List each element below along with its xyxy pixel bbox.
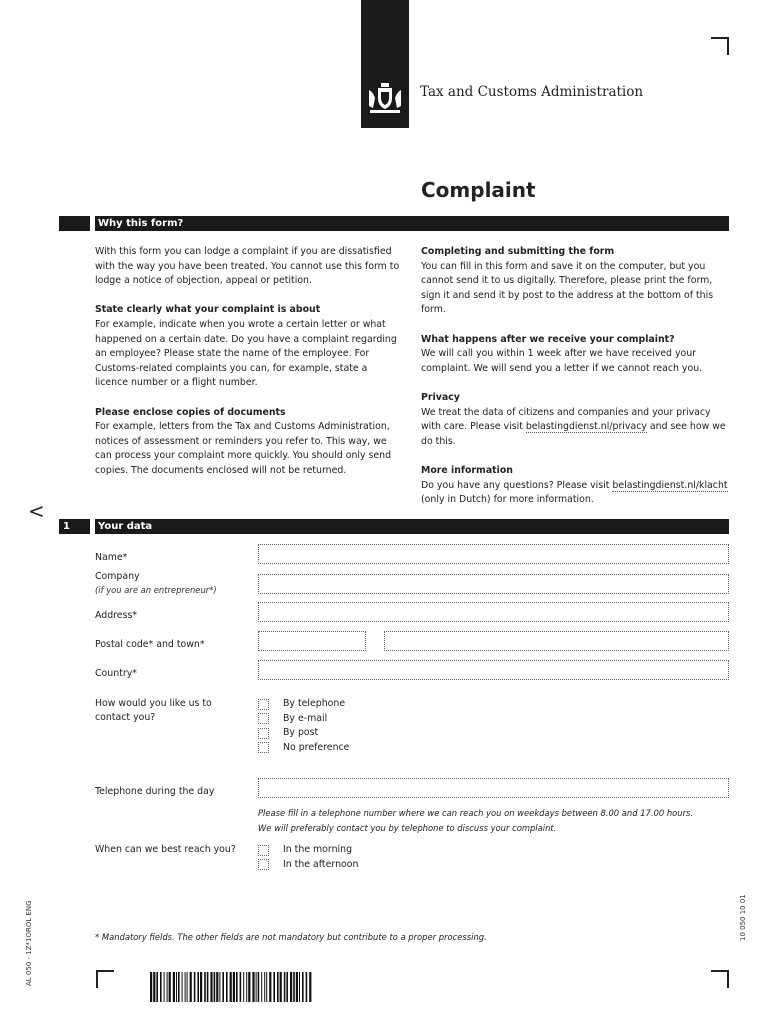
checkbox-by-telephone[interactable] [258,699,269,710]
checkbox-by-post[interactable] [258,728,269,739]
agency-name: Tax and Customs Administration [420,84,644,100]
paragraph-heading: State clearly what your complaint is about [95,304,321,316]
barcode-bar [261,972,262,1002]
barcode-bar [230,972,232,1002]
barcode-bar [169,972,171,1002]
barcode-bar [200,972,202,1002]
privacy-link[interactable]: belastingdienst.nl/privacy [525,421,647,433]
barcode-bar [246,972,247,1002]
barcode-bar [240,972,242,1002]
postal-code-field[interactable] [258,631,366,651]
barcode-bar [256,972,257,1002]
barcode-bar [258,972,260,1002]
barcode-bar [293,972,295,1002]
barcode-bar [167,972,168,1002]
intro-text: With this form you can lodge a complaint if you are dissatisfied with the way you have been treated. You cannot use this form to lodge a notice of objection, appeal or petition. [95,246,400,287]
paragraph-text: (only in Dutch) for more information. [421,494,594,506]
barcode-bar [306,972,308,1002]
paragraph-text: We treat the data of citizens and companies and your privacy with care. Please visit [421,406,711,433]
reach-time-label: When can we best reach you? [95,844,236,855]
form-code-left: AL 050 - 1Z*1OROL ENG [25,900,33,986]
telephone-label: Telephone during the day [95,786,215,797]
country-field[interactable] [258,660,729,680]
barcode-bar [190,972,192,1002]
company-label: Company [95,571,140,582]
barcode-bar [302,972,304,1002]
info-right-column [421,245,729,522]
barcode-bar [173,972,175,1002]
barcode-bar [182,972,183,1002]
form-title: Complaint [421,178,536,202]
paragraph-heading: Privacy [421,391,460,403]
barcode-bar [187,972,188,1002]
option-label: No preference [283,741,350,753]
barcode-bar [150,972,152,1002]
paragraph-text: For example, letters from the Tax and Customs Administration, notices of assessment or reminders you refer to. This way, we can process your complaint more quickly. You should only send copies. The documents enclosed will not be returned. [95,421,392,476]
name-label: Name* [95,552,128,563]
barcode-bar [176,972,177,1002]
name-field[interactable] [258,544,729,564]
logo [361,0,409,128]
company-sublabel: (if you are an entrepreneur*) [95,585,217,595]
section-title: Why this form? [97,216,729,231]
telephone-note: Please fill in a telephone number where we can reach you on weekdays between 8.00 and 17.00 hours. We will preferably contact you by telephone to discuss your complaint. [258,808,694,833]
section-title: Your data [97,519,729,534]
country-label: Country* [95,668,137,679]
paragraph-text: For example, indicate when you wrote a certain letter or what happened on a certain date. Do you have a complaint regarding an employee? Please state the name of the employee. For Customs-related complaints you can, for example, state a licence number or a flight number. [95,318,397,389]
barcode-bar [204,972,206,1002]
contact-options [283,697,349,755]
barcode-bar [197,972,199,1002]
corner-mark [96,970,114,988]
checkbox-morning[interactable] [258,845,269,856]
info-left-column [95,245,400,493]
section-bar-why [59,216,729,231]
form-code-right: 10 050 10 01 [739,894,747,941]
barcode-bar [280,972,282,1002]
checkbox-no-preference[interactable] [258,742,269,753]
address-label: Address* [95,610,138,621]
postal-town-label: Postal code* and town* [95,639,205,650]
barcode-bar [216,972,218,1002]
barcode-bar [273,972,275,1002]
barcode-bar [264,972,265,1002]
barcode-bar [160,972,162,1002]
reach-options [283,843,358,872]
barcode-bar [266,972,267,1002]
chevron-left-icon[interactable]: < [28,499,45,523]
complaint-info-link[interactable]: belastingdienst.nl/klacht [612,479,728,491]
barcode-bar [226,972,228,1002]
paragraph-text: and see how we do this. [421,421,726,447]
barcode-bar [214,972,216,1002]
barcode-bar [248,972,250,1002]
barcode-bar [277,972,279,1002]
barcode-bar [164,972,165,1002]
option-label: By e-mail [283,712,328,724]
option-label: In the morning [283,844,353,855]
barcode-bar [219,972,220,1002]
barcode-bar [252,972,254,1002]
section-number: 1 [59,519,90,534]
checkbox-by-email[interactable] [258,713,269,724]
barcode-bar [194,972,196,1002]
telephone-field[interactable] [258,778,729,798]
corner-mark [711,37,729,55]
paragraph-text: Do you have any questions? Please visit [421,479,613,491]
barcode-bar [290,972,292,1002]
barcode-bar [236,972,238,1002]
mandatory-note: * Mandatory fields. The other fields are not mandatory but contribute to a proper processing. [95,932,487,942]
option-label: In the afternoon [283,858,359,870]
checkbox-afternoon[interactable] [258,859,269,870]
option-label: By telephone [283,698,346,709]
barcode-bar [243,972,244,1002]
section-bar-your-data [59,519,729,534]
contact-method-label: How would you like us to contact you? [95,698,212,723]
paragraph-heading: Completing and submitting the form [421,246,615,257]
barcode-bar [269,972,271,1002]
corner-mark [711,970,729,988]
barcode-bar [233,972,235,1002]
barcode-bar [296,972,298,1002]
barcode-bar [153,972,155,1002]
coat-of-arms-icon [366,80,404,116]
barcode-bar [178,972,180,1002]
barcode-bar [284,972,286,1002]
paragraph-text: We will call you within 1 week after we have received your complaint. We will send you a letter if we cannot reach you. [421,348,703,374]
barcode-bar [207,972,209,1002]
barcode-bar [309,972,311,1002]
paragraph-text: You can fill in this form and save it on the computer, but you cannot send it to us digitally. Therefore, please print the form, sign it and send it by post to the address at the bottom of this form. [421,260,714,316]
barcode-bar [185,972,186,1002]
barcode-bar [286,972,288,1002]
address-field[interactable] [258,602,729,622]
barcode [150,972,314,1002]
company-field[interactable] [258,574,729,594]
barcode-bar [156,972,158,1002]
town-field[interactable] [384,631,729,651]
paragraph-heading: Please enclose copies of documents [95,406,286,418]
barcode-bar [210,972,212,1002]
paragraph-heading: What happens after we receive your complaint? [421,333,675,345]
barcode-bar [222,972,224,1002]
option-label: By post [283,727,319,739]
paragraph-heading: More information [421,464,513,476]
barcode-bar [299,972,300,1002]
